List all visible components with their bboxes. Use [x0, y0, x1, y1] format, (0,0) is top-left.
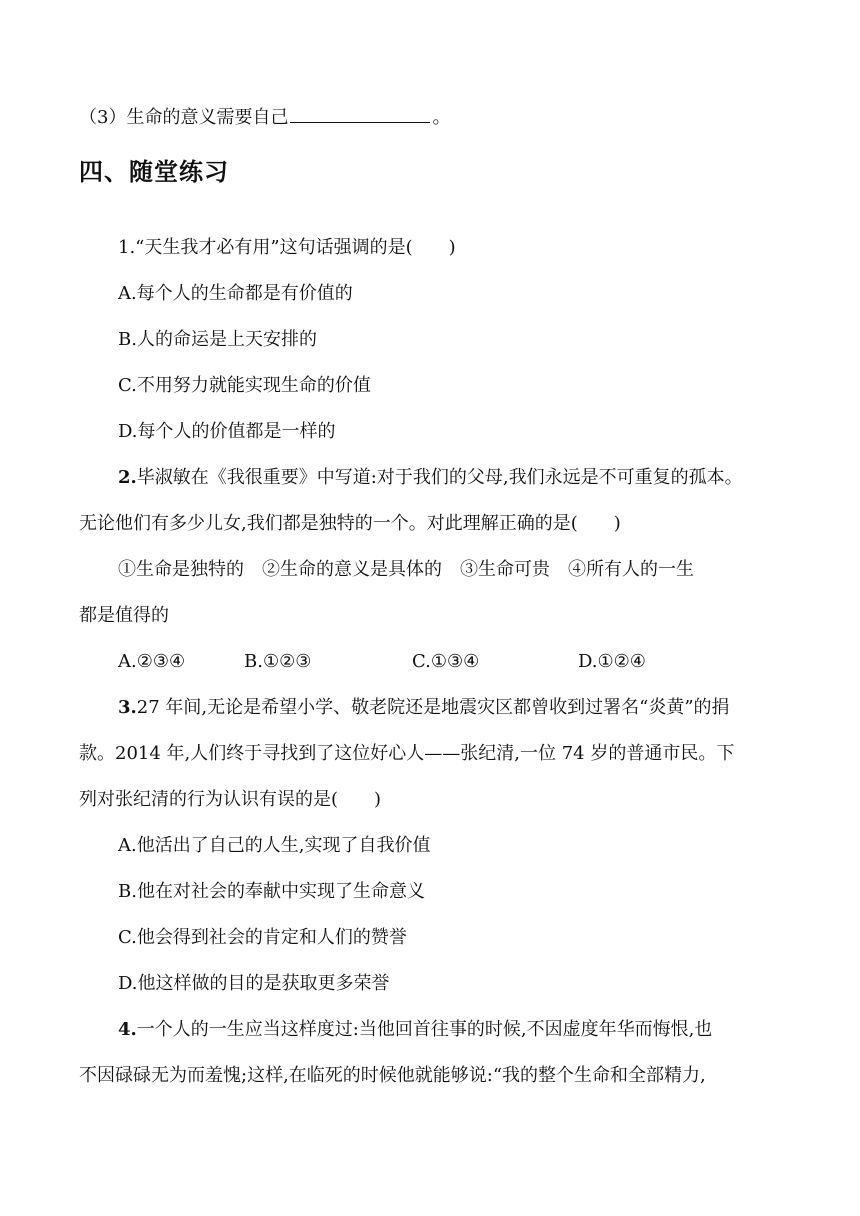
q2-stem-line-2: 无论他们有多少儿女,我们都是独特的一个。对此理解正确的是( ) [79, 513, 621, 534]
q1-stem: 1.“天生我才必有用”这句话强调的是( ) [118, 237, 456, 258]
q3-stem-line-3: 列对张纪清的行为认识有误的是( ) [79, 789, 382, 810]
q2-stem-line-1 [118, 466, 743, 490]
q4-number: 4. [118, 1019, 137, 1040]
q3-option-b: B.他在对社会的奉献中实现了生命意义 [118, 881, 425, 902]
q2-number: 2. [118, 467, 137, 488]
q1-option-c: C.不用努力就能实现生命的价值 [118, 375, 371, 396]
fill-in-suffix: 。 [432, 107, 451, 128]
q3-option-a: A.他活出了自己的人生,实现了自我价值 [118, 835, 431, 856]
q4-stem-text-1: 一个人的一生应当这样度过:当他回首往事的时候,不因虚度年华而悔恨,也 [136, 1019, 713, 1040]
q4-stem-line-1 [118, 1018, 712, 1042]
q1-option-a: A.每个人的生命都是有价值的 [118, 283, 353, 304]
q2-option-d: D.①②④ [578, 651, 646, 672]
q4-stem-line-2: 不因碌碌无为而羞愧;这样,在临死的时候他就能够说:“我的整个生命和全部精力, [79, 1065, 706, 1086]
answer-blank[interactable] [290, 104, 430, 123]
q1-option-d: D.每个人的价值都是一样的 [118, 421, 336, 442]
q2-statements-line-2: 都是值得的 [79, 605, 169, 626]
q2-option-c: C.①③④ [412, 651, 480, 672]
section-title: 四、随堂练习 [79, 157, 229, 186]
q3-option-c: C.他会得到社会的肯定和人们的赞誉 [118, 927, 407, 948]
q1-option-b: B.人的命运是上天安排的 [118, 329, 317, 350]
q2-options [118, 650, 646, 674]
q3-option-d: D.他这样做的目的是获取更多荣誉 [118, 973, 390, 994]
q2-option-a: A.②③④ [118, 651, 186, 672]
fill-in-prefix: （3）生命的意义需要自己 [79, 107, 289, 128]
q3-stem-text-1: 27 年间,无论是希望小学、敬老院还是地震灾区都曾收到过署名“炎黄”的捐 [136, 697, 730, 718]
q3-stem-line-2: 款。2014 年,人们终于寻找到了这位好心人——张纪清,一位 74 岁的普通市民。下 [79, 743, 735, 764]
fill-in-item-3 [79, 104, 450, 130]
q2-option-b: B.①②③ [244, 651, 312, 672]
q3-number: 3. [118, 697, 137, 718]
q3-stem-line-1 [118, 696, 730, 720]
q2-stem-text-1: 毕淑敏在《我很重要》中写道:对于我们的父母,我们永远是不可重复的孤本。 [136, 467, 743, 488]
q2-statements-line-1: ①生命是独特的 ②生命的意义是具体的 ③生命可贵 ④所有人的一生 [118, 559, 694, 580]
